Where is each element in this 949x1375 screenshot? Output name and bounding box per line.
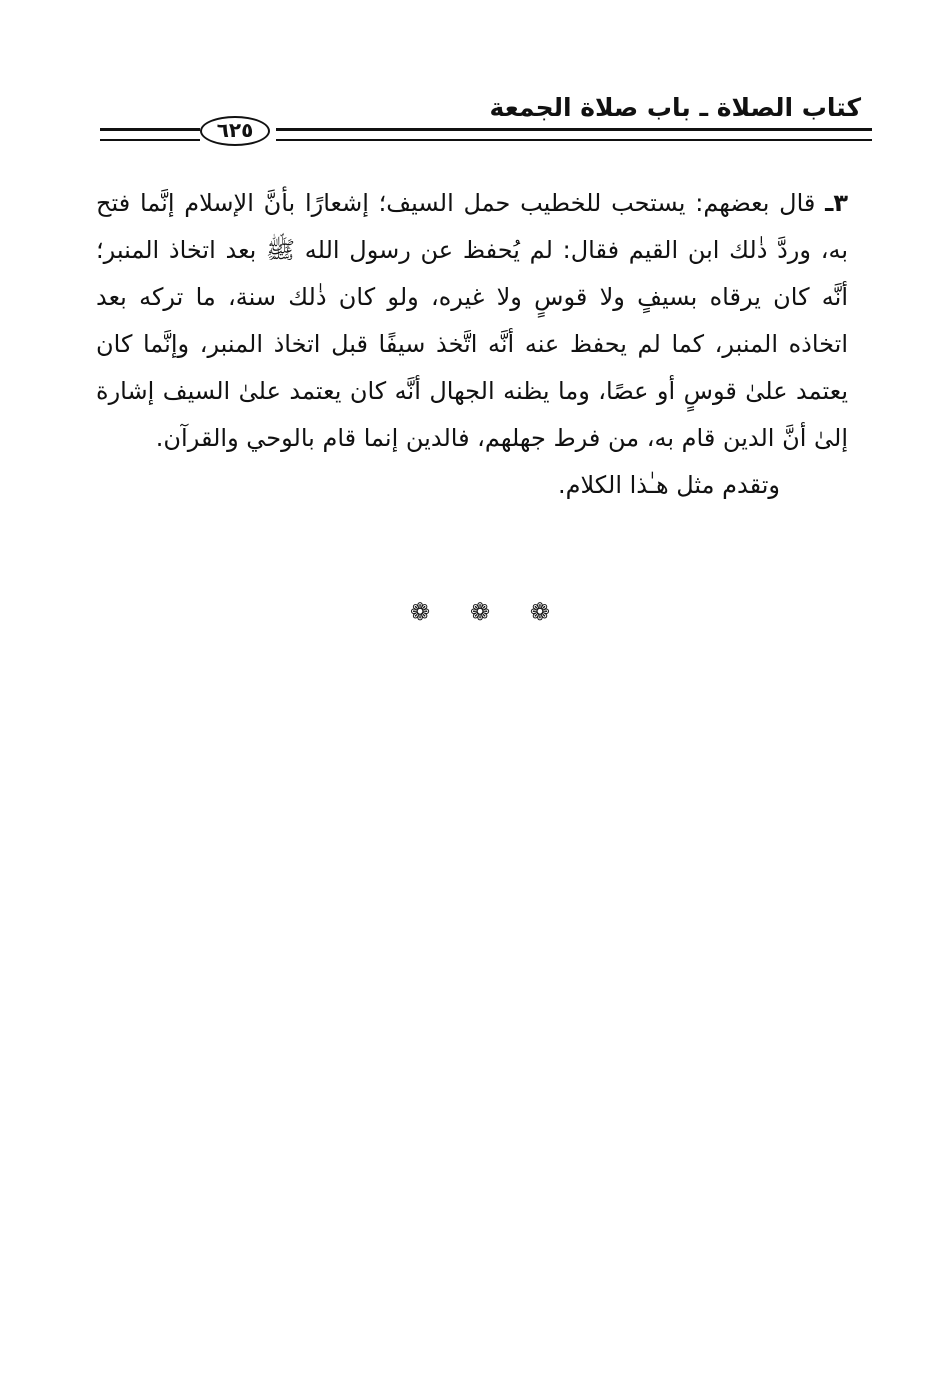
paragraph-text: قال بعضهم: يستحب للخطيب حمل السيف؛ إشعارًا بأنَّ الإسلام إنَّما فتح به، وردَّ ذٰلك ابن القيم فقال: لم يُحفظ عن رسول الله ﷺ بعد اتخاذ المنبر؛ أنَّه كان يرقاه بسيفٍ ولا قوسٍ ولا غيره، ولو كان ذٰلك سنة، ما تركه بعد اتخاذه المنبر، كما لم يحفظ عنه أنَّه اتَّخذ سيفًا قبل اتخاذ المنبر، وإنَّما كان يعتمد علىٰ قوسٍ أو عصًا، وما يظنه الجهال أنَّه كان يعتمد علىٰ السيف إشارة إلىٰ أنَّ الدين قام به، من فرط جهلهم، فالدين إنما قام بالوحي والقرآن.: [96, 189, 848, 452]
star-ornament-icon: ❁: [410, 598, 431, 626]
header-rule-right: [276, 128, 872, 141]
section-separator: [410, 597, 550, 627]
star-ornament-icon: ❁: [529, 598, 550, 626]
paragraph-3: [96, 180, 848, 462]
paragraph-number: ٣ـ: [825, 189, 848, 217]
header-rule-left: [100, 128, 200, 141]
page-number: ٦٢٥: [200, 116, 270, 146]
body-text: [96, 180, 848, 509]
star-ornament-icon: ❁: [469, 598, 491, 626]
running-header: كتاب الصلاة ـ باب صلاة الجمعة: [489, 93, 861, 122]
paragraph-continued: وتقدم مثل هـٰذا الكلام.: [557, 471, 780, 499]
